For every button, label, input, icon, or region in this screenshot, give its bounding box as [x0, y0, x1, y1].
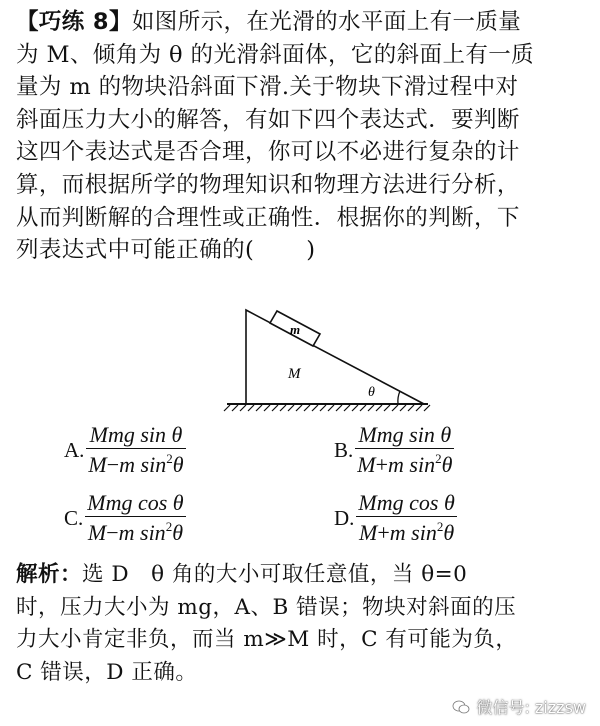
option-d[interactable]	[334, 492, 457, 544]
question-line-8	[16, 234, 588, 267]
wechat-icon	[452, 700, 470, 714]
angle-label: θ	[368, 385, 375, 400]
analysis-line-2: 时，压力大小为 mg，A、B 错误；物块对斜面的压	[16, 594, 517, 620]
question-line-2: 为 M、倾角为 θ 的光滑斜面体，它的斜面上有一质	[16, 41, 535, 68]
question-line-7: 从而判断解的合理性或正确性．根据你的判断，下	[16, 204, 520, 231]
den-exponent: 2	[166, 451, 173, 466]
den-exponent: 2	[165, 519, 173, 534]
fraction	[355, 424, 454, 476]
den-operator: +	[375, 452, 389, 477]
fraction	[356, 492, 456, 544]
den-exponent: 2	[436, 519, 444, 534]
question-line-text: 列表达式中可能正确的(	[16, 237, 255, 264]
question-line-3: 量为 m 的物块沿斜面下滑.关于物块下滑过程中对	[16, 74, 519, 101]
den-tail: θ	[441, 452, 453, 477]
block-label: m	[290, 322, 301, 337]
watermark	[452, 695, 586, 718]
body-label: M	[288, 366, 301, 382]
denominator	[86, 449, 185, 476]
analysis-line-3: 力大小肯定非负，而当 m≫M 时，C 有可能为负，	[16, 627, 518, 652]
den-exponent: 2	[435, 451, 442, 466]
numerator: Mmg cos θ	[358, 490, 455, 515]
den-right: m sin	[119, 452, 167, 477]
den-operator: −	[106, 520, 119, 545]
question-line-4: 斜面压力大小的解答，有如下四个表达式．要判断	[16, 106, 520, 133]
question-line-text: 如图所示，在光滑的水平面上有一质量	[131, 9, 522, 35]
numerator: Mmg cos θ	[87, 490, 184, 515]
den-left: M	[88, 452, 107, 477]
option-letter: D.	[334, 505, 355, 530]
close-paren: )	[306, 237, 316, 264]
numerator: Mmg sin θ	[89, 422, 183, 447]
den-tail: θ	[172, 520, 183, 545]
analysis-line-1	[16, 559, 588, 592]
option-letter: C.	[64, 505, 84, 530]
denominator	[86, 517, 185, 544]
watermark-text: 微信号: zizzsw	[476, 698, 586, 717]
analysis-line-4: C 错误，D 正确。	[16, 659, 198, 685]
den-operator: −	[106, 452, 120, 477]
den-right: m sin	[388, 452, 436, 477]
option-letter: B.	[334, 437, 354, 462]
denominator	[357, 517, 456, 544]
den-operator: +	[377, 520, 390, 545]
fraction	[85, 492, 185, 544]
question-line-5: 这四个表达式是否合理，你可以不必进行复杂的计	[16, 139, 520, 166]
option-c[interactable]	[64, 492, 186, 544]
denominator	[355, 449, 454, 476]
angle-arc	[398, 391, 400, 404]
analysis	[16, 559, 588, 689]
fraction	[86, 424, 185, 476]
option-a[interactable]	[64, 424, 186, 476]
den-left: M	[359, 520, 378, 545]
question-line-6: 算，而根据所学的物理知识和物理方法进行分析，	[16, 171, 520, 198]
den-tail: θ	[172, 452, 184, 477]
option-letter: A.	[64, 437, 85, 462]
den-left: M	[357, 452, 376, 477]
den-left: M	[87, 520, 107, 545]
question-tag: 【巧练 8】	[16, 9, 132, 35]
analysis-label: 解析：	[16, 562, 83, 587]
den-right: m sin	[389, 520, 437, 545]
option-b[interactable]	[334, 424, 454, 476]
analysis-line-text: 选 D θ 角的大小可取任意值，当 θ=0	[82, 562, 468, 587]
question-line-1	[16, 6, 588, 39]
incline-figure	[222, 308, 432, 412]
den-tail: θ	[443, 520, 455, 545]
den-right: m sin	[118, 520, 166, 545]
numerator: Mmg sin θ	[358, 422, 452, 447]
question-text	[16, 6, 588, 267]
ground-hatch	[224, 405, 430, 411]
